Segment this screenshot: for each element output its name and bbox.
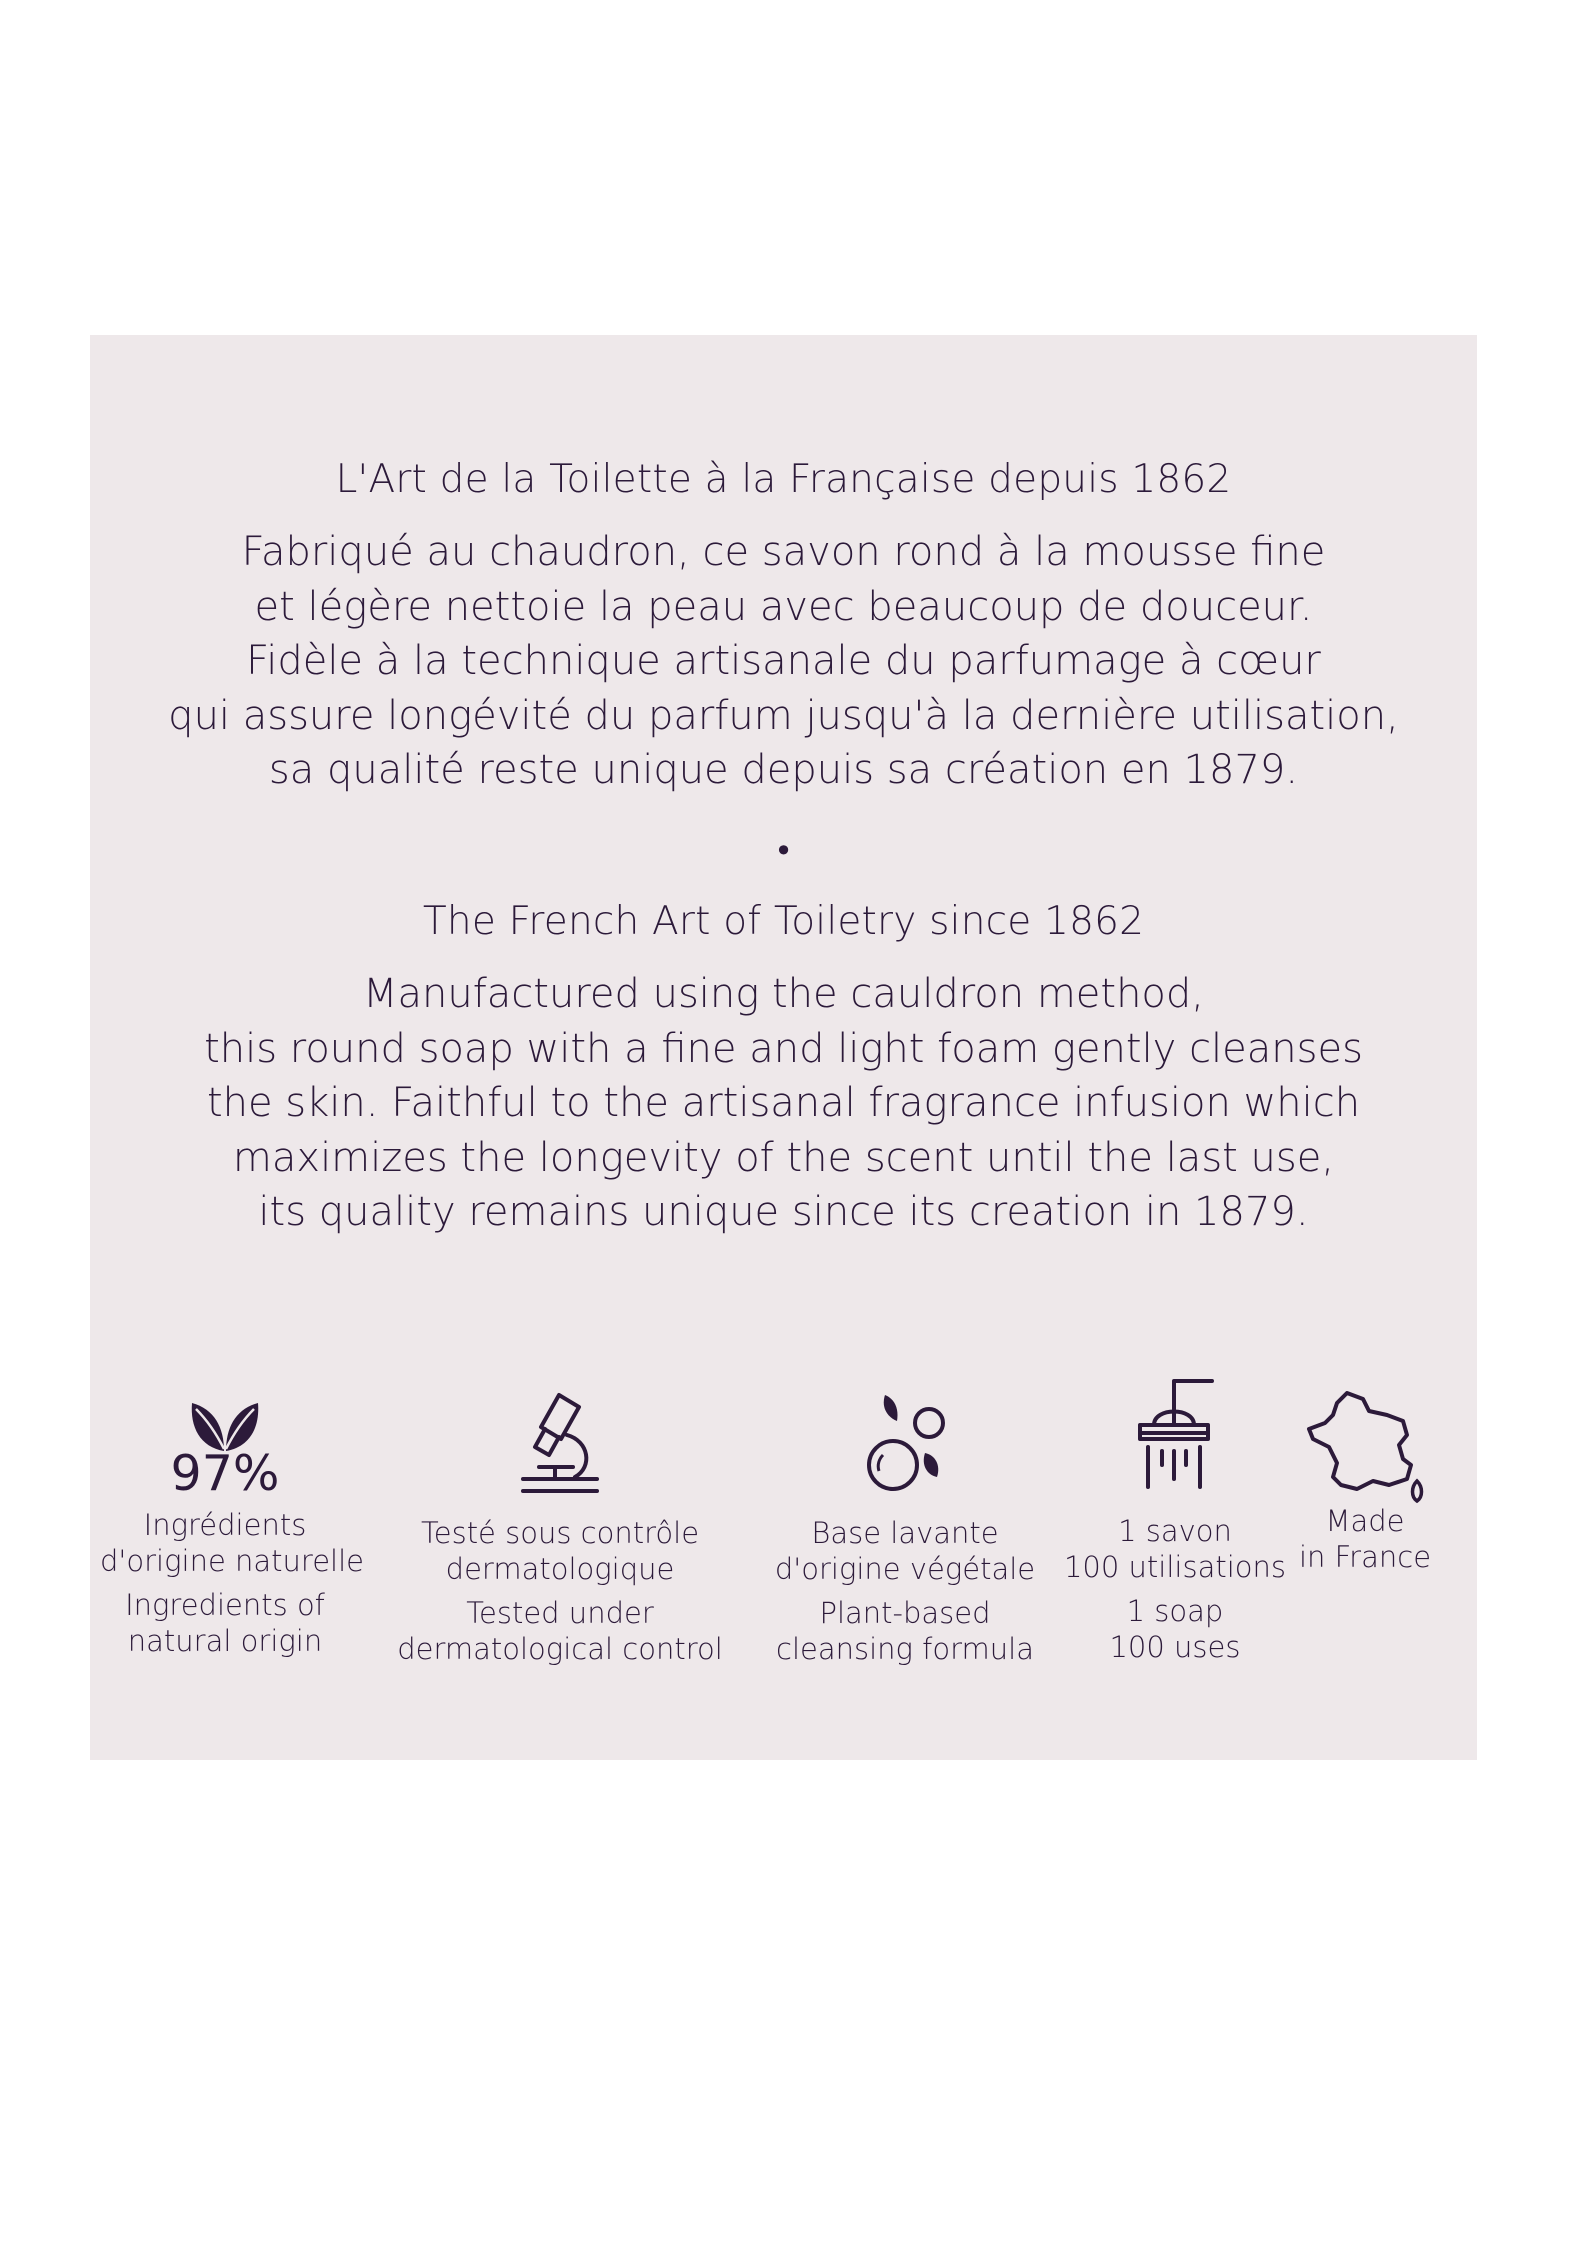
feature-en-line: 1 soap xyxy=(1126,1594,1224,1628)
feature-en-text xyxy=(100,1587,350,1659)
feature-en-line: dermatological control xyxy=(397,1632,723,1666)
france-map-icon xyxy=(1303,1385,1427,1505)
english-line: Manufactured using the cauldron method, xyxy=(362,971,1204,1017)
feature-en-line: natural origin xyxy=(127,1624,323,1658)
shower-icon xyxy=(1130,1375,1220,1495)
feature-en-line: Plant-based xyxy=(819,1596,991,1630)
english-line: its quality remains unique since its creation in 1879. xyxy=(258,1189,1309,1235)
french-heading: L'Art de la Toilette à la Française depuis 1862 xyxy=(335,457,1232,502)
feature-dermatological xyxy=(390,1389,730,1667)
percent-value: 97% xyxy=(170,1445,280,1502)
separator-dot: • xyxy=(774,832,793,870)
feature-hundred-uses xyxy=(1050,1375,1300,1665)
feature-fr-line: d'origine végétale xyxy=(774,1552,1036,1586)
feature-fr-line: d'origine naturelle xyxy=(100,1544,364,1578)
feature-en-text xyxy=(1050,1593,1300,1665)
french-line: qui assure longévité du parfum jusqu'à la dernière utilisation, xyxy=(168,692,1399,739)
french-line: Fidèle à la technique artisanale du parfumage à cœur xyxy=(246,638,1321,684)
english-line: the skin. Faithful to the artisanal fragrance infusion which xyxy=(206,1080,1361,1126)
feature-fr-line: 1 savon xyxy=(1118,1514,1232,1548)
french-line: sa qualité reste unique depuis sa création en 1879. xyxy=(268,747,1299,793)
feature-fr-text xyxy=(1050,1513,1300,1585)
feature-fr-text xyxy=(1280,1503,1450,1575)
english-heading: The French Art of Toiletry since 1862 xyxy=(422,899,1145,944)
french-description xyxy=(90,455,1477,798)
microscope-icon xyxy=(515,1389,605,1497)
feature-fr-line: Ingrédients xyxy=(143,1508,307,1542)
feature-en-line: Ingredients of xyxy=(125,1588,325,1622)
features-row xyxy=(90,1405,1477,1735)
english-paragraph xyxy=(90,967,1477,1240)
feature-fr-line: 100 utilisations xyxy=(1063,1550,1287,1584)
feature-en-line: Tested under xyxy=(466,1596,654,1630)
feature-fr-line: Made xyxy=(1325,1504,1405,1538)
feature-fr-line: Base lavante xyxy=(811,1516,999,1550)
feature-made-in-france xyxy=(1280,1385,1450,1575)
packaging-panel xyxy=(90,335,1477,1760)
feature-fr-text xyxy=(100,1507,364,1579)
bubbles-leaf-icon xyxy=(855,1389,955,1497)
english-line: this round soap with a fine and light foam gently cleanses xyxy=(204,1025,1363,1072)
feature-natural-ingredients xyxy=(100,1399,364,1659)
feature-fr-line: dermatologique xyxy=(445,1552,675,1586)
feature-en-text xyxy=(390,1595,730,1667)
feature-en-line: cleansing formula xyxy=(776,1632,1034,1666)
english-description xyxy=(90,897,1477,1240)
french-line: et légère nettoie la peau avec beaucoup de douceur. xyxy=(254,583,1313,630)
english-line: maximizes the longevity of the scent until the last use, xyxy=(232,1134,1335,1181)
feature-fr-text xyxy=(390,1515,730,1587)
feature-fr-text xyxy=(770,1515,1040,1587)
french-line: Fabriqué au chaudron, ce savon rond à la mousse fine xyxy=(241,529,1326,575)
feature-fr-line: in France xyxy=(1298,1540,1432,1574)
feature-fr-line: Testé sous contrôle xyxy=(420,1516,700,1550)
feature-en-text xyxy=(770,1595,1040,1667)
feature-en-line: 100 uses xyxy=(1109,1630,1241,1664)
french-paragraph xyxy=(90,525,1477,798)
feature-plant-based xyxy=(770,1389,1040,1667)
